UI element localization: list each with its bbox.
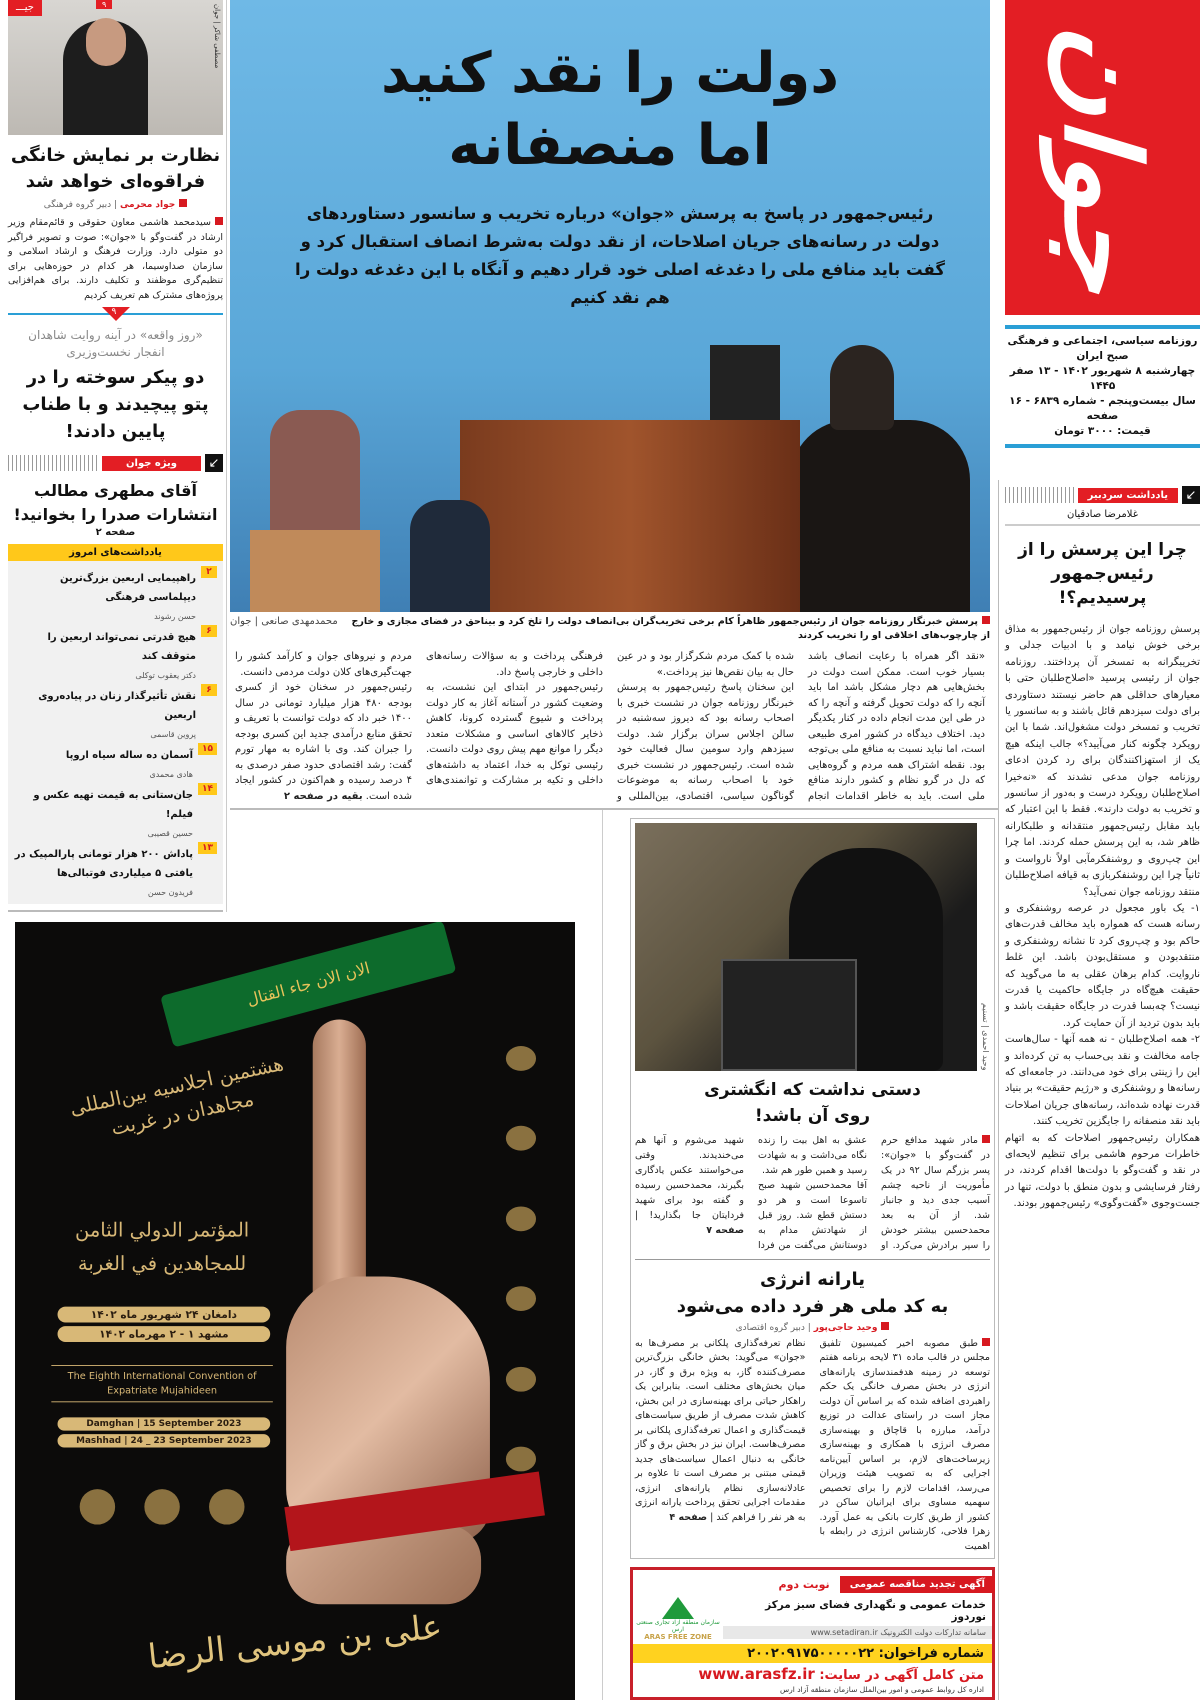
editorial-author: غلامرضا صادقیان — [1005, 509, 1200, 526]
ad-site-link[interactable]: www.arasfz.ir — [698, 1665, 815, 1683]
reporter-figure — [270, 410, 360, 550]
hatch-decoration — [8, 455, 98, 471]
editorial — [1005, 485, 1200, 1213]
story-title: نظارت بر نمایش خانگی فراقوه‌ای خواهد شد — [10, 145, 221, 192]
hatch-decoration — [1005, 487, 1074, 503]
divider — [635, 1259, 990, 1260]
sponsor-logo — [209, 1489, 244, 1524]
page-divider: ۹ — [8, 313, 223, 315]
tender-ad — [630, 1567, 995, 1700]
ad-banner-row — [633, 1573, 992, 1595]
masthead — [1005, 0, 1200, 448]
ad-banner: آگهی تجدید مناقصه عمومی — [840, 1576, 995, 1593]
shahid-body: مادر شهید مدافع حرم در گفت‌وگو با «جوان»: پسر بزرگم سال ۹۲ در یک مأموریت از ناحیه چشم آسیب جدی دید و جانباز شد. از آن به بعد محمدحسین بیشتر خودش را سپر برادرش می‌کرد. او عشق به اهل بیت را زنده نگاه می‌داشت و به شهادت رسید و همین طور هم شد. آقا محمدحسین شهید صبح تاسوعا است و هر دو دستش قطع شد. روز قبل از شهادتش مدام به دوستانش می‌گفت من فردا شهید می‌شوم و آنها هم می‌خندیدند. وقتی می‌خواستند عکس یادگاری بگیرند، محمدحسین رسیده و گفته بود برای شهید فردایتان جا بگذارید! | صفحه ۷ — [635, 1134, 990, 1251]
page-marker: ۹ — [96, 0, 112, 9]
issue-info: روزنامه سیاسی، اجتماعی و فرهنگی صبح ایران چهارشنبه ۸ شهریور ۱۴۰۲ - ۱۳ صفر ۱۴۴۵ سال بیست‌وپنجم - شماره ۶۸۳۹ - ۱۶ صفحه قیمت: ۳۰۰۰ تومان — [1007, 335, 1198, 437]
poster-dates: دامغان ۲۴ شهریور ماه ۱۴۰۲ مشهد ۱ - ۲ مهرماه ۱۴۰۲ — [58, 1303, 271, 1346]
page-badge: ۱۳ — [198, 842, 217, 854]
reporter-podium — [250, 530, 380, 612]
sponsor-logo — [506, 1286, 536, 1311]
note-author: فریدون حسن — [147, 888, 193, 897]
lead-summary: رئیس‌جمهور در پاسخ به پرسش «جوان» درباره تخریب و سانسور دستاوردهای دولت در رسانه‌های جریان اصلاحات، از نقد دولت به‌شرط انصاف استقبال کرد و گفت باید منافع ملی را دغدغه اصلی خود قرار دهیم و آنگاه با این دغدغه دولت را هم نقد کنیم — [295, 204, 945, 307]
ad-round: نوبت دوم — [778, 1577, 830, 1591]
president-head — [830, 345, 894, 430]
story-kicker: «روز واقعه» در آینه روایت شاهدان انفجار نخست‌وزیری — [28, 328, 203, 359]
poster-bottom-text: علی بن موسی الرضا — [146, 1606, 444, 1677]
editorial-body — [1005, 622, 1200, 1213]
page-ref[interactable]: صفحه ۲ — [95, 527, 136, 538]
paragraph: همکاران رئیس‌جمهور اصلاحات که به اتهام خاطرات مرحوم هاشمی برای تنظیم لایحه‌ای در نقد و گفت‌وگو با دولت‌ها اقدام کردند، در رفتار فرسایشی و بدون منطق با دولت، تنها در جست‌وجوی «گفت‌وگوی» رئیس‌جمهور بودند. — [1005, 1132, 1200, 1210]
sponsor-logo — [506, 1206, 536, 1231]
ad-footer: اداره کل روابط عمومی و امور بین‌الملل سازمان منطقه آزاد ارس — [779, 1685, 984, 1694]
energy-body: طبق مصوبه اخیر کمیسیون تلفیق مجلس در قالب ماده ۳۱ لایحه برنامه هفتم توسعه در زمینه هدفمندسازی یارانه‌های انرژی در بخش مصرف خانگی یک حکم راهبردی اضافه شده که بر اساس آن دولت مجاز است در راستای عدالت در توزیع درآمد، مبارزه با قاچاق و بهینه‌سازی مصرف انرژی با همکاری و بهینه‌سازی زیرساخت‌های لازم، بر اساس آیین‌نامه اجرایی که به تصویب هیئت وزیران می‌رسد، اقدامات لازم را برای تخصیص سهمیه مساوی برای ایرانیان ساکن در کشور از طریق کارت بانکی به عمل آورد. زهرا فلاحی، کارشناس انرژی در رابطه با اهمیت نظام تعرفه‌گذاری پلکانی بر مصرف‌ها به «جوان» می‌گوید: بخش خانگی بزرگ‌ترین مصرف‌کننده گاز، به ویژه برق و گاز، در میان بخش‌های مختلف است. بنابراین یک راهکار حیاتی برای بهینه‌سازی در این بخش، کاهش شدت مصرف از طریق سیاست‌های قیمت‌گذاری و اعمال تعرفه‌گذاری پلکانی بر مصرف‌هاست. ایران نیز در بخش برق و گاز خانگی به دنبال اعمال سیاست‌های جدید قیمتی مبتنی بر مصرف است تا علاوه بر عادلانه‌سازی نظام یارانه‌های انرژی، مقدمات اجرایی تحقق پرداخت یارانه انرژی به هر نفر را فراهم کند | صفحه ۴ — [635, 1337, 990, 1552]
byline: جواد محرمی | دبیر گروه فرهنگی — [8, 199, 223, 210]
paragraph: پرسش روزنامه جوان از رئیس‌جمهور به مذاق برخی خوش نیامد و با ادبیات جدلی و تخریبگرانه به تمسخر آن پرداختند. روزنامه جوان از رئیسی پرسید «اصلاح‌طلبان حتی با معیارهای حداقلی هم حاضر نیستند دستاوردی برای دولت سیزدهم قائل باشند و به سانسور یا تخریب و تمسخر دولت مشغول‌اند. شما با این رویکرد چگونه کنار می‌آیید؟» جالب اینکه هیچ یک از استهزاکنندگان برای رد کردن ادعای روزنامه جوان مدعی نشدند که «نه‌خیرا اصلاح‌طلبان رویکرد درست و به‌دور از سانسور و تخریب به دولت دارند». فقط با این اعتبار که باید مقابل رئیس‌جمهور منتقدانه و طلبکارانه ظاهر شد، به این پرسش حمله کردند. اما چرا این چپ‌روی و روشنفکرمآبی اولاً نارواست و ثانیاً چرا این روشنفکربازی به قیافه اصلاح‌طلبان منتقد روزنامه جوان نمی‌آید؟ — [1005, 624, 1200, 898]
page-badge: ۶ — [201, 625, 217, 637]
todays-notes — [8, 544, 223, 904]
note-item[interactable] — [14, 842, 217, 899]
note-item[interactable] — [14, 743, 217, 781]
sponsor-logo — [79, 1489, 114, 1524]
paragraph: ۱- یک باور مجعول در عرصه روشنفکری و رسانه هست که همواره باید مخالف قدرت‌های حاکم بود و چپ‌روی کرد تا نشانه روشنفکری و منتقدبودن و مستقل‌بودن باشد. این غلط ناروایت. کدام برهان عقلی به ما می‌گوید که حقیقت هیچ‌گاه در جایگاه حاکمیت یا قدرت نیست؟ چه‌بسا قدرت در جایگاه حقیقت باشد و باید بدون تردید از آن حمایت کرد. — [1005, 902, 1200, 1029]
president-figure — [790, 420, 970, 612]
seated-man — [410, 500, 490, 612]
green-ribbon: الان الان جاء القتال — [160, 922, 456, 1048]
poster-ar-block: المؤتمر الدولي الثامن للمجاهدين في الغربة — [74, 1219, 250, 1276]
column-rule — [226, 0, 227, 912]
sponsor-logo — [506, 1366, 536, 1391]
left-column — [8, 0, 223, 912]
ad-site-row: متن کامل آگهی در سایت: www.arasfz.ir — [698, 1665, 984, 1683]
poster-en-dates: Damghan | 15 September 2023 Mashhad | 24 _ 23 September 2023 — [58, 1414, 271, 1451]
note-title: آسمان ده ساله سیاه اروپا — [65, 750, 193, 761]
divider — [1005, 444, 1200, 448]
note-title: نقش تأثیرگذار زنان در پیاده‌روی اربعین — [38, 691, 196, 721]
poster-title-fa: هشتمین اجلاسیه بین‌المللی مجاهدان در غربت — [68, 1053, 286, 1141]
sponsor-logo — [506, 1447, 536, 1472]
note-item[interactable] — [14, 625, 217, 682]
note-author: حسین قصیبی — [147, 829, 193, 838]
editorial-title: چرا این پرسش را از رئیس‌جمهور پرسیدیم؟! — [1018, 540, 1187, 608]
convention-poster — [15, 922, 575, 1700]
story-title: دو پیکر سوخته را در پتو پیچیدند و با طناب پایین دادند! — [22, 367, 209, 442]
face — [86, 18, 126, 66]
note-title: هیچ قدرتی نمی‌تواند اربعین را متوقف کند — [47, 632, 196, 662]
page-ref[interactable]: صفحه ۷ — [706, 1224, 744, 1236]
energy-title: یارانه انرژی به کد ملی هر فرد داده می‌شود — [676, 1268, 949, 1317]
note-title: جان‌ستانی به قیمت تهیه عکس و فیلم! — [33, 790, 193, 820]
ad-call-row: شماره فراخوان: ۲۰۰۲۰۹۱۷۵۰۰۰۰۰۲۲ — [633, 1644, 992, 1663]
logo: جوان — [1005, 0, 1200, 315]
page-badge: ۱۵ — [198, 743, 217, 755]
stories-box — [630, 818, 995, 1559]
sponsor-logo — [506, 1126, 536, 1151]
lead-photo — [230, 0, 990, 612]
aras-logo: سازمان منطقه آزاد تجاری صنعتی ارس ARAS FREE ZONE — [633, 1595, 723, 1641]
lead-text-block — [230, 615, 990, 804]
story-body: سیدمحمد هاشمی معاون حقوقی و قائم‌مقام وزیر ارشاد در گفت‌وگو با «جوان»: صوت و تصویر فراگیر دو متولی دارد. وزارت فرهنگ و ارشاد اسلامی و سازمان صداوسیما، هر کدام در حوزه‌هایی برای تنظیم‌گری موظفند و تکلیف دارند. برای هم‌افزایی پروژه‌های مشترک هم تعریف کردیم — [8, 217, 223, 301]
page-badge: ۲ — [201, 566, 217, 578]
sponsor-logos — [506, 1046, 536, 1471]
column-rule — [998, 480, 999, 1700]
lead-body — [230, 649, 990, 804]
section-label: ویژه جوان — [102, 456, 201, 471]
grave-photo — [635, 823, 977, 1071]
poster-en-title: The Eighth International Convention of Expatriate Mujahideen — [51, 1365, 273, 1402]
paragraph: «نقد اگر همراه با رعایت انصاف باشد بسیار خوب است. ممکن است دولت در بخش‌هایی هم دچار مشکل باشد اما باید آنچه را که دولت تحویل گرفته و آنچه را که در طی این مدت انجام داده در کنار یکدیگر دید. اختلاف دیدگاه در کشور امری طبیعی است، اما نباید نسبت به منافع ملی بی‌توجه بود. نقطه اشتراک همه مردم و گروه‌هایی که دل در گرو نظام و کشور دارند منافع ملی است. باید به خاطر اقدامات انجام شده با کمک مردم شکرگزار بود و در عین حال به بیان نقص‌ها نیز پرداخت.» — [617, 651, 985, 802]
lead-headline: دولت را نقد کنید اما منصفانه — [380, 41, 840, 178]
page-badge: ۶ — [201, 684, 217, 696]
photo-credit: مصطفی شاکر | جوان — [213, 4, 221, 69]
bottom-logos — [65, 1489, 260, 1524]
raised-finger — [313, 1019, 366, 1294]
continued-link[interactable]: بقیه در صفحه ۲ — [283, 790, 363, 802]
ad-setad: سامانه تدارکات دولت الکترونیک www.setadiran.ir — [723, 1626, 992, 1639]
sponsor-logo — [144, 1489, 179, 1524]
gravestone — [721, 959, 858, 1070]
editorial-section-header — [1005, 485, 1200, 505]
middle-bottom-column — [630, 818, 995, 1700]
shahid-title: دستی نداشت که انگشتری روی آن باشد! — [704, 1079, 921, 1126]
note-title: راهپیمایی اربعین بزرگ‌ترین دیپلماسی فرهنگی — [60, 573, 196, 603]
note-title: پاداش ۲۰۰ هزار تومانی پارالمپیک در یافتی ۵ میلیاردی فوتبالی‌ها — [14, 849, 193, 879]
page-badge: ۱۴ — [198, 783, 217, 795]
triangle-icon — [662, 1597, 694, 1619]
arrow-icon: ↙ — [205, 454, 223, 472]
podium — [460, 420, 800, 612]
note-item[interactable] — [14, 783, 217, 840]
paragraph: رئیس‌جمهور در ابتدای این نشست، به وضعیت کشور در آستانه آغاز به کار دولت پرداخت و شیوع گسترده کرونا، کاهش ذخایر کالاهای اساسی و مشکلات متعدد دیگر را موانع مهم پیش روی دولت دانست. رئیسی توکل به خدا، اعتماد به داشته‌های داخلی و تکیه بر مشارکت و توانمندی‌های مردم و نیروهای جوان و کارآمد کشور را جهت‌گیری‌های کلان دولت مردمی دانست. — [235, 651, 603, 786]
paragraph: ۲- همه اصلاح‌طلبان - نه همه آنها - سال‌هاست جامه مخالفت و نقد بی‌حساب به تن کرده‌اند و این را زینتی برای خود می‌دانند. در جامعه‌ای که رسانه‌ها و روشنفکری و «رژیم حقیقت» بر بنیاد قدرت نهاده شده‌اند، رسانه‌های جریان اصلاحات باید نقد منصفانه را جایگزین تخریب کنند. — [1005, 1034, 1200, 1128]
column-rule — [602, 810, 603, 1700]
lead-caption: پرسش خبرنگار روزنامه جوان از رئیس‌جمهور ظاهراً کام برخی تخریب‌گران بی‌انصاف دولت را تلخ کرد و بیناحق در فضای مجازی و خارج از چارچوب‌های اخلاقی او را تخریب کردند محمدمهدی صانعی | جوان — [230, 616, 990, 641]
paragraph: رئیس‌جمهور در سخنان خود از کسری بودجه ۴۸۰ هزار میلیارد تومانی در سال ۱۴۰۰ خبر داد که دولت توانست با تعریف و تحقق منابع درآمدی جدید این کسری بودجه را جبران کند. وی با اشاره به مهار تورم گفت: رشد اقتصادی حدود صفر درصدی به ۴ درصد رسیده و هم‌اکنون در کشور ایجاد شده است. بقیه در صفحه ۲ — [235, 682, 412, 802]
note-item[interactable] — [14, 684, 217, 741]
note-item[interactable] — [14, 566, 217, 623]
section-label: یادداشت سردبیر — [1078, 488, 1178, 503]
byline: وحید حاجی‌پور | دبیر گروه اقتصادی — [635, 1322, 990, 1333]
marker — [982, 616, 990, 624]
section-divider — [230, 808, 998, 810]
note-author: پروین قاسمی — [150, 730, 196, 739]
grave-photo-row — [635, 823, 990, 1071]
ad-main — [633, 1595, 992, 1641]
notes-header: یادداشت‌های امروز — [8, 544, 223, 561]
section-header — [8, 453, 223, 473]
note-author: هادی محمدی — [149, 770, 193, 779]
arrow-icon: ↙ — [1182, 486, 1200, 504]
special-title: آقای مطهری مطالب انتشارات صدرا را بخوانید! — [13, 481, 218, 524]
sponsor-logo — [506, 1046, 536, 1071]
note-author: دکتر یعقوب توکلی — [135, 671, 196, 680]
ad-subject: خدمات عمومی و نگهداری فضای سبز مرکز نوردوز — [765, 1599, 986, 1623]
page-ref[interactable]: صفحه ۴ — [669, 1511, 708, 1523]
photo-credit: وحید احمدی | تسنیم — [981, 1002, 990, 1071]
photo-credit: محمدمهدی صانعی | جوان — [230, 616, 338, 627]
paragraph: این سخنان پاسخ رئیس‌جمهور به پرسش خبرنگار روزنامه جوان در نشست خبری با اصحاب رسانه بود که دیروز سه‌شنبه در سالن اجلاس سران برگزار شد. دولت سیزدهم وارد سومین سال فعالیت خود شده است. رئیس‌جمهور در نشست خبری خود با اصحاب رسانه به موضوعات گوناگون سیاسی، اقتصادی، بین‌المللی و فرهنگی پرداخت و به سؤالات رسانه‌های داخلی و خارجی پاسخ داد. — [426, 651, 794, 802]
interview-photo — [8, 0, 223, 135]
corner-tag: جیـــ — [8, 0, 42, 16]
notes-list — [8, 561, 223, 904]
note-author: حسن رشوند — [154, 612, 196, 621]
